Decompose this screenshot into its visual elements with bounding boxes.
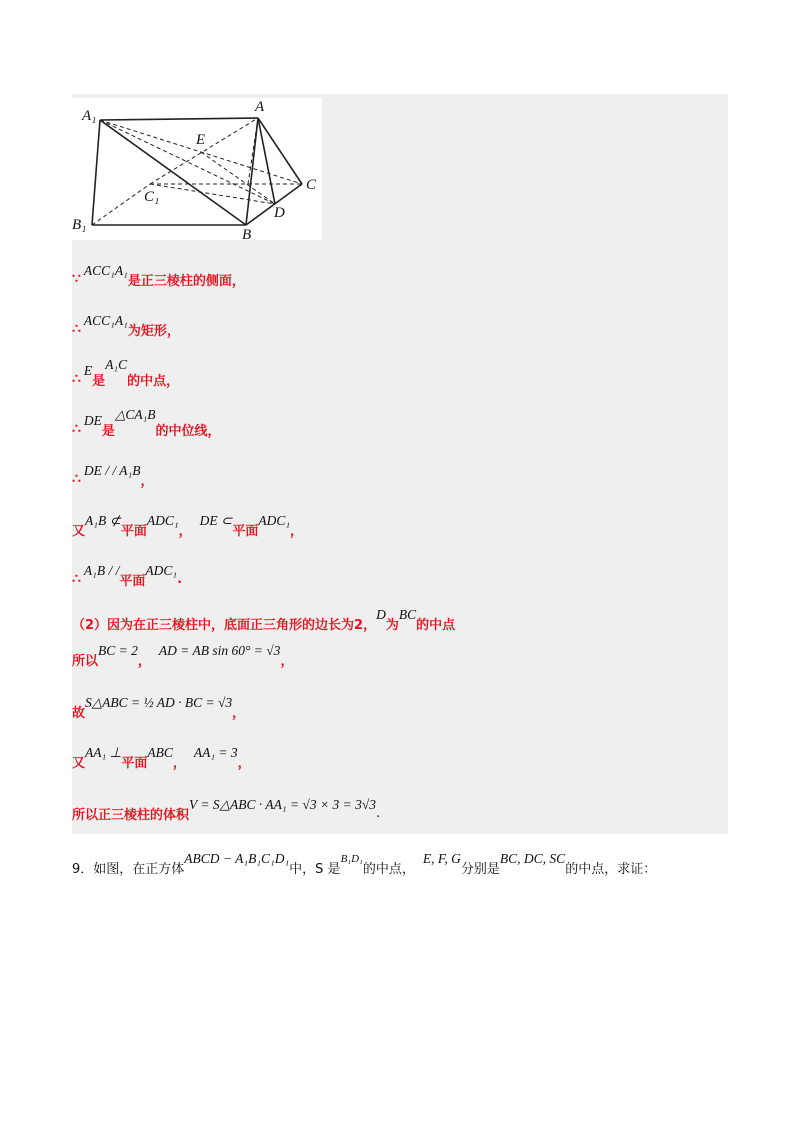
- solution-text: 故: [72, 705, 86, 721]
- solution-text: 又: [72, 755, 86, 771]
- label-A1: A₁: [82, 108, 97, 124]
- solution-text: ，: [172, 755, 186, 771]
- solution-line-11: [72, 746, 251, 776]
- math-expr: BC: [398, 607, 417, 622]
- math-expr: BC, DC, SC: [499, 851, 566, 866]
- math-expr: AD = AB sin 60° = √3: [158, 643, 281, 658]
- math-expr: BC = 2: [98, 643, 138, 658]
- math-expr: A₁C: [105, 357, 128, 372]
- math-expr: △CA₁B: [114, 407, 156, 422]
- math-expr: B₁D₁: [340, 853, 363, 865]
- label-B1: B₁: [72, 217, 87, 233]
- solution-text: 是: [92, 373, 106, 389]
- math-expr: DE: [83, 413, 102, 428]
- solution-line-4: [72, 407, 221, 444]
- label-A: A: [255, 99, 265, 115]
- solution-line-12: [72, 798, 380, 828]
- math-expr: DE ⊂: [199, 513, 233, 528]
- solution-text: 平面: [119, 573, 146, 589]
- solution-text: .: [177, 571, 183, 587]
- question-text: 9．如图，在正方体: [72, 861, 185, 877]
- math-expr: A₁B / /: [83, 563, 120, 578]
- solution-text: 平面: [120, 523, 147, 539]
- solution-line-10: [72, 696, 245, 726]
- solution-text: ，: [232, 705, 246, 721]
- math-expr: ABC: [147, 745, 173, 760]
- solution-line-9: [72, 644, 293, 674]
- math-expr: ADC₁: [145, 563, 178, 578]
- label-B: B: [242, 227, 252, 240]
- question-text: 分别是: [460, 861, 500, 877]
- solution-text: 是正三棱柱的侧面，: [127, 273, 245, 289]
- math-expr: A₁B ⊄: [85, 513, 121, 528]
- math-expr: S△ABC = ½ AD · BC = √3: [85, 695, 233, 710]
- solution-text: 的中点: [416, 617, 456, 633]
- label-D: D: [274, 205, 285, 221]
- label-C1: C₁: [144, 189, 160, 205]
- solution-text: 的中点，: [127, 373, 180, 389]
- solution-text: 所以正三棱柱的体积: [72, 807, 190, 823]
- solution-text: 的中位线，: [155, 423, 221, 439]
- question-9: [72, 850, 656, 884]
- solution-text: ，: [178, 523, 192, 539]
- math-expr: V = S△ABC · AA₁ = √3 × 3 = 3√3: [189, 797, 376, 812]
- math-expr: AA₁ = 3: [193, 745, 238, 760]
- because-symbol: ∵: [72, 271, 81, 287]
- solution-text: ，: [140, 473, 154, 489]
- solution-text: 平面: [232, 523, 259, 539]
- math-expr: DE / / A₁B: [83, 463, 141, 478]
- therefore-symbol: ∴: [72, 421, 81, 437]
- math-expr: ADC₁: [258, 513, 291, 528]
- solution-text: 平面: [121, 755, 148, 771]
- solution-text: .: [375, 805, 381, 821]
- therefore-symbol: ∴: [72, 371, 81, 387]
- question-text: 中，S 是: [289, 861, 341, 877]
- prism-figure: [72, 98, 322, 240]
- solution-text: 为: [385, 617, 399, 633]
- math-expr: ACC₁A₁: [83, 263, 128, 278]
- solution-text: 是: [101, 423, 115, 439]
- solution-text: ，: [290, 523, 304, 539]
- solution-line-8: [72, 608, 455, 638]
- question-text: 的中点，: [362, 861, 415, 877]
- math-expr: AA₁ ⊥: [85, 745, 122, 760]
- math-expr: ACC₁A₁: [83, 313, 128, 328]
- solution-text: 所以: [72, 653, 99, 669]
- prism-diagram: [72, 98, 322, 240]
- solution-text: （2）因为在正三棱柱中，底面正三角形的边长为2，: [72, 617, 377, 633]
- label-C: C: [306, 177, 317, 193]
- solution-line-5: [72, 464, 154, 494]
- solution-line-2: [72, 314, 180, 344]
- solution-line-1: [72, 264, 245, 294]
- solution-text: 又: [72, 523, 86, 539]
- therefore-symbol: ∴: [72, 321, 81, 337]
- label-E: E: [196, 132, 206, 148]
- solution-text: 为矩形，: [127, 323, 180, 339]
- math-expr: ABCD − A₁B₁C₁D₁: [184, 851, 290, 866]
- math-expr: E, F, G: [422, 851, 461, 866]
- solution-text: ，: [137, 653, 151, 669]
- math-expr: D: [376, 607, 386, 622]
- solution-text: ，: [237, 755, 251, 771]
- math-expr: E: [83, 363, 93, 378]
- question-text: 的中点，求证：: [565, 861, 657, 877]
- therefore-symbol: ∴: [72, 471, 81, 487]
- solution-line-7: [72, 564, 182, 594]
- solution-line-6: [72, 514, 303, 544]
- solution-line-3: [72, 357, 180, 394]
- solution-text: ，: [280, 653, 294, 669]
- therefore-symbol: ∴: [72, 571, 81, 587]
- math-expr: ADC₁: [146, 513, 179, 528]
